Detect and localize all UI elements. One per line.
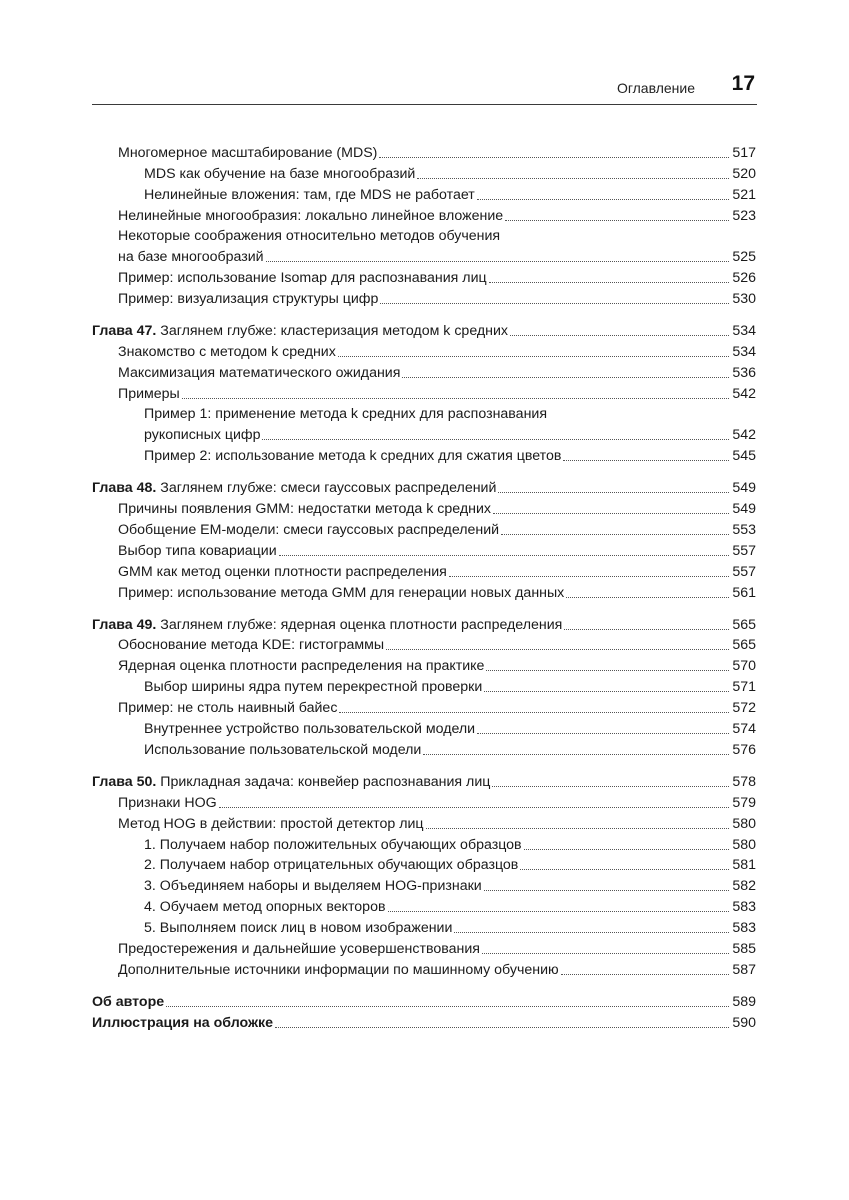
toc-entry-text: 4. Обучаем метод опорных векторов (144, 899, 386, 916)
toc-entry-bold-label: Глава 47. (92, 323, 157, 340)
toc-entry[interactable] (92, 917, 756, 938)
toc-page-number: 580 (732, 836, 756, 853)
toc-entry-text: Дополнительные источники информации по машинному обучению (118, 961, 559, 978)
toc-entry-text: Заглянем глубже: кластеризация методом k средних (156, 323, 509, 340)
toc-entry-text: Максимизация математического ожидания (118, 364, 401, 381)
dot-leader (417, 178, 729, 179)
dot-leader (563, 460, 729, 461)
toc-entry-bold-label: Глава 50. (92, 773, 157, 790)
toc-entry-title (118, 268, 487, 288)
toc-page-number: 581 (732, 857, 756, 874)
toc-entry[interactable] (92, 582, 756, 603)
toc-entry-title (118, 960, 559, 980)
toc-chapter-entry[interactable] (92, 771, 756, 792)
dot-leader (339, 712, 729, 713)
toc-entry-title (144, 446, 561, 466)
toc-page-number: 583 (732, 920, 756, 937)
toc-page-number: 545 (732, 448, 756, 465)
toc-page-number: 526 (732, 270, 756, 287)
dot-leader (510, 335, 729, 336)
toc-entry-bold-label: Иллюстрация на обложке (92, 1014, 274, 1031)
toc-entry-text: Пример: визуализация структуры цифр (118, 291, 379, 308)
dot-leader (262, 439, 729, 440)
toc-entry-title (118, 562, 447, 582)
toc-entry[interactable] (92, 445, 756, 466)
toc-entry-title (118, 635, 384, 655)
toc-entry[interactable] (92, 246, 756, 267)
toc-entry-text: 5. Выполняем поиск лиц в новом изображении (144, 920, 453, 937)
toc-entry[interactable] (92, 205, 756, 226)
toc-chapter-entry[interactable] (92, 991, 756, 1012)
toc-entry-text: Выбор ширины ядра путем перекрестной проверки (144, 679, 483, 696)
toc-entry-first-line: Пример 1: применение метода k средних для распознавания (144, 405, 548, 422)
toc-entry-title (118, 499, 491, 519)
dot-leader (564, 629, 729, 630)
toc-entry[interactable] (92, 288, 756, 309)
toc-entry-text: Пример 2: использование метода k средних для сжатия цветов (144, 448, 562, 465)
toc-page-number: 520 (732, 165, 756, 182)
toc-entry-bold-label: Глава 48. (92, 480, 157, 497)
dot-leader (166, 1006, 729, 1007)
dot-leader (524, 849, 730, 850)
dot-leader (219, 807, 730, 808)
toc-entry-text: Внутреннее устройство пользовательской модели (144, 721, 476, 738)
toc-entry-title (118, 247, 264, 267)
toc-entry-title (118, 363, 400, 383)
toc-entry-text: Использование пользовательской модели (144, 741, 422, 758)
toc-page-number: 534 (732, 343, 756, 360)
toc-entry[interactable] (92, 184, 756, 205)
dot-leader (477, 199, 730, 200)
toc-entry-text: GMM как метод оценки плотности распределения (118, 563, 447, 580)
toc-page-number: 570 (732, 658, 756, 675)
toc-page-number: 553 (732, 522, 756, 539)
toc-page-number: 585 (732, 940, 756, 957)
toc-entry-title (118, 342, 336, 362)
toc-page-number: 589 (732, 993, 756, 1010)
toc-entry[interactable] (92, 341, 756, 362)
dot-leader (484, 890, 730, 891)
toc-entry[interactable] (92, 362, 756, 383)
toc-entry-bold-label: Глава 49. (92, 616, 157, 633)
toc-entry-title (118, 541, 277, 561)
toc-entry-title (92, 1013, 273, 1033)
toc-entry[interactable] (92, 718, 756, 739)
toc-entry[interactable] (92, 938, 756, 959)
toc-entry-text: Ядерная оценка плотности распределения на практике (118, 658, 485, 675)
toc-page-number: 565 (732, 616, 756, 633)
dot-leader (492, 786, 729, 787)
toc-page-number: 549 (732, 501, 756, 518)
toc-entry-text: 1. Получаем набор положительных обучающих образцов (144, 836, 522, 853)
toc-page-number: 521 (732, 186, 756, 203)
dot-leader (380, 303, 729, 304)
toc-entry-title (144, 164, 415, 184)
toc-entry-text: 2. Получаем набор отрицательных обучающих образцов (144, 857, 519, 874)
table-of-contents (92, 142, 756, 1033)
toc-entry-text: Примеры (118, 385, 180, 402)
toc-entry[interactable] (92, 739, 756, 760)
toc-page-number: 571 (732, 679, 756, 696)
toc-entry-title (144, 918, 452, 938)
toc-entry[interactable] (92, 896, 756, 917)
toc-entry[interactable] (92, 834, 756, 855)
toc-entry[interactable] (92, 813, 756, 834)
dot-leader (486, 670, 729, 671)
toc-page-number: 565 (732, 637, 756, 654)
dot-leader (449, 576, 729, 577)
toc-entry[interactable] (92, 267, 756, 288)
dot-leader (388, 911, 730, 912)
toc-entry-text: Пример: не столь наивный байес (118, 700, 338, 717)
dot-leader (484, 691, 729, 692)
toc-entry-text: 3. Объединяем наборы и выделяем HOG-признаки (144, 878, 482, 895)
toc-page-number: 582 (732, 878, 756, 895)
toc-entry[interactable] (92, 855, 756, 876)
dot-leader (454, 932, 729, 933)
toc-page-number: 542 (732, 427, 756, 444)
toc-entry[interactable] (92, 676, 756, 697)
toc-entry-text: Причины появления GMM: недостатки метода k средних (118, 501, 491, 518)
toc-entry-text: Метод HOG в действии: простой детектор лиц (118, 815, 424, 832)
toc-page-number: 590 (732, 1014, 756, 1031)
toc-entry-title (118, 583, 564, 603)
toc-page-number: 561 (732, 584, 756, 601)
toc-entry-text: на базе многообразий (118, 249, 264, 266)
toc-entry-title (144, 835, 522, 855)
toc-entry[interactable] (92, 959, 756, 980)
toc-entry-text: Пример: использование Isomap для распознавания лиц (118, 270, 487, 287)
toc-entry[interactable] (92, 383, 756, 404)
toc-page-number: 523 (732, 207, 756, 224)
toc-entry-text: Обобщение EM-модели: смеси гауссовых распределений (118, 522, 500, 539)
toc-entry-text: Знакомство с методом k средних (118, 343, 336, 360)
toc-page-number: 583 (732, 899, 756, 916)
toc-entry[interactable] (92, 519, 756, 540)
dot-leader (423, 754, 729, 755)
toc-entry-text: рукописных цифр (144, 427, 261, 444)
toc-entry-title (92, 478, 496, 498)
toc-page-number: 530 (732, 291, 756, 308)
toc-entry-title (118, 289, 378, 309)
dot-leader (379, 157, 729, 158)
toc-entry-title (118, 814, 424, 834)
toc-entry-title (92, 321, 508, 341)
dot-leader (275, 1027, 729, 1028)
toc-entry-title (118, 384, 180, 404)
toc-entry[interactable] (92, 142, 756, 163)
toc-entry-text: Прикладная задача: конвейер распознавания лиц (156, 773, 491, 790)
dot-leader (477, 733, 729, 734)
toc-page-number: 536 (732, 364, 756, 381)
toc-page-number: 576 (732, 741, 756, 758)
toc-page-number: 525 (732, 249, 756, 266)
toc-entry-text: Нелинейные вложения: там, где MDS не работает (144, 186, 475, 203)
dot-leader (505, 220, 729, 221)
toc-entry-title (92, 615, 562, 635)
toc-entry-bold-label: Об авторе (92, 993, 165, 1010)
toc-entry-text: Выбор типа ковариации (118, 542, 277, 559)
dot-leader (386, 649, 729, 650)
toc-entry-first-line: Некоторые соображения относительно методов обучения (118, 227, 501, 244)
toc-entry-title (118, 656, 484, 676)
toc-entry-title (144, 185, 475, 205)
toc-entry-title (144, 855, 518, 875)
toc-entry-title (118, 793, 217, 813)
toc-page-number: 574 (732, 721, 756, 738)
toc-entry-text: Предостережения и дальнейшие усовершенствования (118, 940, 480, 957)
dot-leader (482, 953, 729, 954)
dot-leader (402, 377, 729, 378)
toc-entry-title (92, 992, 164, 1012)
toc-entry[interactable] (92, 635, 756, 656)
toc-entry-title (144, 425, 260, 445)
toc-entry-title (118, 939, 480, 959)
dot-leader (426, 828, 730, 829)
page-number: 17 (731, 72, 755, 95)
toc-entry-text: Нелинейные многообразия: локально линейное вложение (118, 207, 504, 224)
toc-entry[interactable] (92, 425, 756, 446)
toc-page-number: 534 (732, 323, 756, 340)
toc-entry[interactable] (92, 540, 756, 561)
dot-leader (493, 513, 729, 514)
toc-page-number: 557 (732, 542, 756, 559)
toc-entry[interactable] (92, 163, 756, 184)
running-header (92, 74, 757, 105)
dot-leader (561, 974, 730, 975)
toc-entry-title (92, 772, 490, 792)
toc-page-number: 580 (732, 815, 756, 832)
dot-leader (338, 356, 730, 357)
toc-entry-title (118, 698, 337, 718)
toc-entry-text: Признаки HOG (118, 794, 217, 811)
toc-page-number: 587 (732, 961, 756, 978)
dot-leader (489, 282, 730, 283)
toc-entry-text: Заглянем глубже: ядерная оценка плотности распределения (156, 616, 563, 633)
toc-entry[interactable] (92, 655, 756, 676)
toc-entry[interactable] (92, 498, 756, 519)
dot-leader (266, 261, 730, 262)
toc-page-number: 557 (732, 563, 756, 580)
toc-entry-text: Пример: использование метода GMM для генерации новых данных (118, 584, 565, 601)
toc-chapter-entry[interactable] (92, 614, 756, 635)
dot-leader (501, 534, 729, 535)
dot-leader (279, 555, 730, 556)
dot-leader (498, 492, 729, 493)
toc-entry-title (118, 143, 377, 163)
toc-page-number: 517 (732, 144, 756, 161)
toc-page-number: 542 (732, 385, 756, 402)
toc-entry-title (118, 206, 503, 226)
toc-entry[interactable] (92, 697, 756, 718)
toc-chapter-entry[interactable] (92, 477, 756, 498)
toc-page-number: 578 (732, 773, 756, 790)
toc-entry-title (118, 520, 499, 540)
dot-leader (520, 869, 729, 870)
toc-page-number: 579 (732, 794, 756, 811)
toc-entry-title (144, 740, 421, 760)
toc-chapter-entry[interactable] (92, 1012, 756, 1033)
dot-leader (566, 597, 729, 598)
toc-chapter-entry[interactable] (92, 320, 756, 341)
toc-entry-text: MDS как обучение на базе многообразий (144, 165, 416, 182)
toc-page-number: 572 (732, 700, 756, 717)
toc-entry-title (144, 677, 482, 697)
toc-entry[interactable] (92, 561, 756, 582)
toc-entry[interactable] (92, 792, 756, 813)
toc-entry-text: Заглянем глубже: смеси гауссовых распределений (156, 480, 497, 497)
dot-leader (182, 398, 730, 399)
toc-entry-title (144, 719, 475, 739)
toc-entry-title (144, 876, 482, 896)
toc-entry-text: Многомерное масштабирование (MDS) (118, 144, 378, 161)
toc-entry[interactable] (92, 875, 756, 896)
running-header-title: Оглавление (616, 80, 695, 96)
toc-entry-text: Обоснование метода KDE: гистограммы (118, 637, 385, 654)
toc-page-number: 549 (732, 480, 756, 497)
toc-entry-title (144, 897, 386, 917)
